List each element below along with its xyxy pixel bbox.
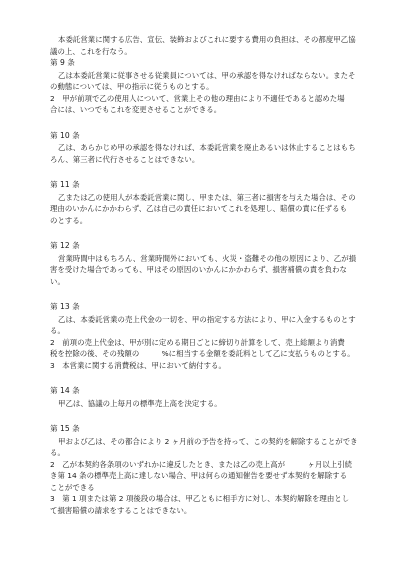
article-line: 乙は本委託営業に従事させる従業員については、甲の承認を得なければならない。またそ <box>58 70 356 80</box>
article-section <box>50 179 368 226</box>
article-line: 理由のいかんにかかわらず、乙は自己の責任においてこれを処理し、賠償の責に任ずるも <box>50 204 348 213</box>
article-line: る。 <box>50 448 65 457</box>
article-section <box>50 57 368 116</box>
intro-line: 本委託営業に関する広告、宣伝、装飾およびこれに要する費用の負担は、その都度甲乙協 <box>58 35 356 44</box>
article-line: 乙は、あらかじめ甲の承認を得なければ、本委託営業を廃止あるいは休止することはもち <box>58 143 356 152</box>
article-line: 3 第 1 項または第 2 項後段の場合は、甲乙ともに相手方に対し、本契約解除を理由とし <box>50 494 350 503</box>
article-line: ろん、第三者に代行させることはできない。 <box>50 154 200 164</box>
article-heading: 第 10 条 <box>50 130 80 140</box>
article-line: 合には、いつでもこれを変更させることができる。 <box>50 105 222 114</box>
article-line: 2 甲が前項で乙の使用人について、営業上その他の理由により不適任であると認めた場 <box>50 93 345 103</box>
article-line: て損害賠償の請求をすることはできない。 <box>50 505 192 515</box>
article-line: 乙または乙の使用人が本委託営業に関し、甲または、第三者に損害を与えた場合は、その <box>58 192 356 202</box>
article-line: 2 乙が本契約各条項のいずれかに違反したとき、または乙の売上高が ヶ月以上引続 <box>50 459 353 469</box>
article-line: 税を控除の後、その残額の %に相当する金額を委託料として乙に支払うものとする。 <box>50 349 355 358</box>
article-heading: 第 9 条 <box>50 58 75 67</box>
article-heading: 第 12 条 <box>50 241 80 250</box>
articles-list <box>50 57 368 516</box>
article-line: 乙は、本委託営業の売上代金の一切を、甲の指定する方法により、甲に入金するものとす <box>58 314 356 324</box>
article-section <box>50 301 368 371</box>
article-section <box>50 130 368 166</box>
article-heading: 第 14 条 <box>50 386 80 395</box>
article-line: 甲乙は、協議の上毎月の標準売上高を決定する。 <box>58 398 222 408</box>
article-line: のとする。 <box>50 215 88 225</box>
article-line: 2 前項の売上代金は、甲が別に定める期日ごとに締切り計算をして、売上総額より消費 <box>50 337 345 347</box>
article-section <box>50 240 368 287</box>
article-line: 3 本営業に関する消費税は、甲において納付する。 <box>50 360 226 370</box>
article-line: 営業時間中はもちろん、営業時間外においても、火災・盗難その他の原因により、乙が損 <box>58 253 357 263</box>
article-line: ことができる <box>50 482 95 492</box>
article-heading: 第 15 条 <box>50 424 80 433</box>
article-line: 害を受けた場合であっても、甲はその原因のいかんにかかわらず、損害補償の責を負わな <box>50 265 347 274</box>
article-line: る。 <box>50 326 65 335</box>
intro-paragraph <box>50 34 368 57</box>
article-line: き第 14 条の標準売上高に達しない場合、甲は何らの通知催告を要せず本契約を解除する <box>50 471 348 480</box>
intro-line: 議の上、これを行なう。 <box>50 46 132 56</box>
article-heading: 第 11 条 <box>50 180 80 189</box>
article-line: 甲および乙は、その都合により 2 ヶ月前の予告を持って、この契約を解除することができ <box>58 436 358 446</box>
article-heading: 第 13 条 <box>50 302 80 311</box>
article-section <box>50 423 368 516</box>
article-section <box>50 385 368 409</box>
article-line: い。 <box>50 276 65 286</box>
article-line: の動態については、甲の指示に従うものとする。 <box>50 82 214 91</box>
